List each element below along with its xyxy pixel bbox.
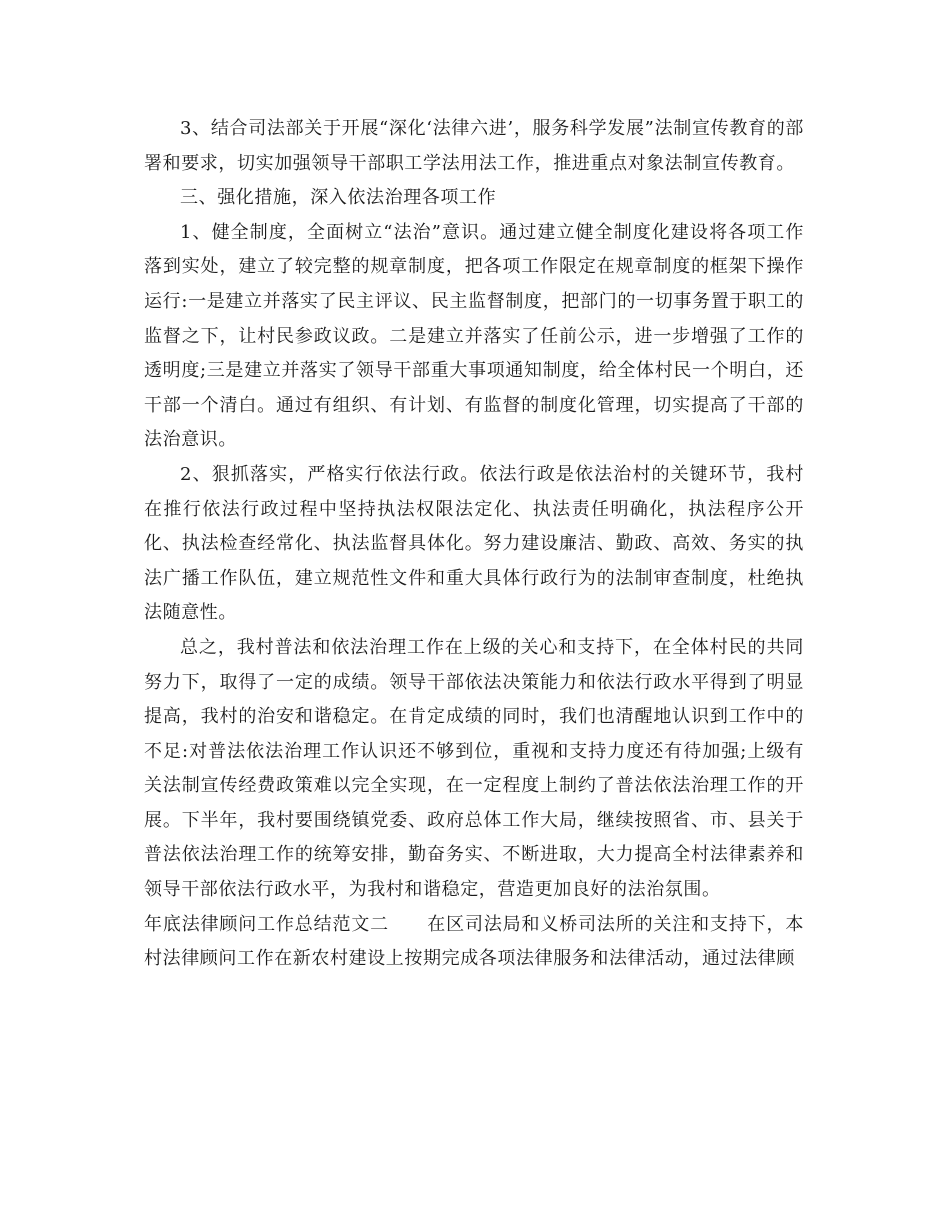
paragraph-3: 2、狠抓落实，严格实行依法行政。依法行政是依法治村的关键环节，我村在推行依法行政过程中坚持执法权限法定化、执法责任明确化，执法程序公开化、执法检查经常化、执法监督具体化。努力建设廉洁、勤政、高效、务实的执法广播工作队伍，建立规范性文件和重大具体行政行为的法制审查制度，杜绝执法随意性。: [144, 463, 804, 624]
document-body: [144, 112, 804, 977]
paragraph-2: 1、健全制度，全面树立“法治”意识。通过建立健全制度化建设将各项工作落到实处，建立了较完整的规章制度，把各项工作限定在规章制度的框架下操作运行:一是建立并落实了民主评议、民主监督制度，把部门的一切事务置于职工的监督之下，让村民参政议政。二是建立并落实了任前公示，进一步增强了工作的透明度;三是建立并落实了领导干部重大事项通知制度，给全体村民一个明白，还干部一个清白。通过有组织、有计划、有监督的制度化管理，切实提高了干部的法治意识。: [144, 221, 804, 451]
paragraph-1: 3、结合司法部关于开展“深化‘法律六进’，服务科学发展”法制宣传教育的部署和要求，切实加强领导干部职工学法用法工作，推进重点对象法制宣传教育。: [144, 118, 804, 174]
section-heading: 三、强化措施，深入依法治理各项工作: [180, 187, 497, 209]
article-title: 年底法律顾问工作总结范文二: [144, 913, 390, 935]
article-body-start: 在区司法局和义桥司法所的关注和支持下，本村法律顾问工作在新农村建设上按期完成各项法律服务和法律活动，通过法律顾: [144, 913, 804, 970]
paragraph-4: 总之，我村普法和依法治理工作在上级的关心和支持下，在全体村民的共同努力下，取得了一定的成绩。领导干部依法决策能力和依法行政水平得到了明显提高，我村的治安和谐稳定。在肯定成绩的同时，我们也清醒地认识到工作中的不足:对普法依法治理工作认识还不够到位，重视和支持力度还有待加强;上级有关法制宣传经费政策难以完全实现，在一定程度上制约了普法依法治理工作的开展。下半年，我村要围绕镇党委、政府总体工作大局，继续按照省、市、县关于普法依法治理工作的统筹安排，勤奋务实、不断进取，大力提高全村法律素养和领导干部依法行政水平，为我村和谐稳定，营造更加良好的法治氛围。: [144, 636, 804, 901]
paragraph-5: [144, 908, 804, 977]
